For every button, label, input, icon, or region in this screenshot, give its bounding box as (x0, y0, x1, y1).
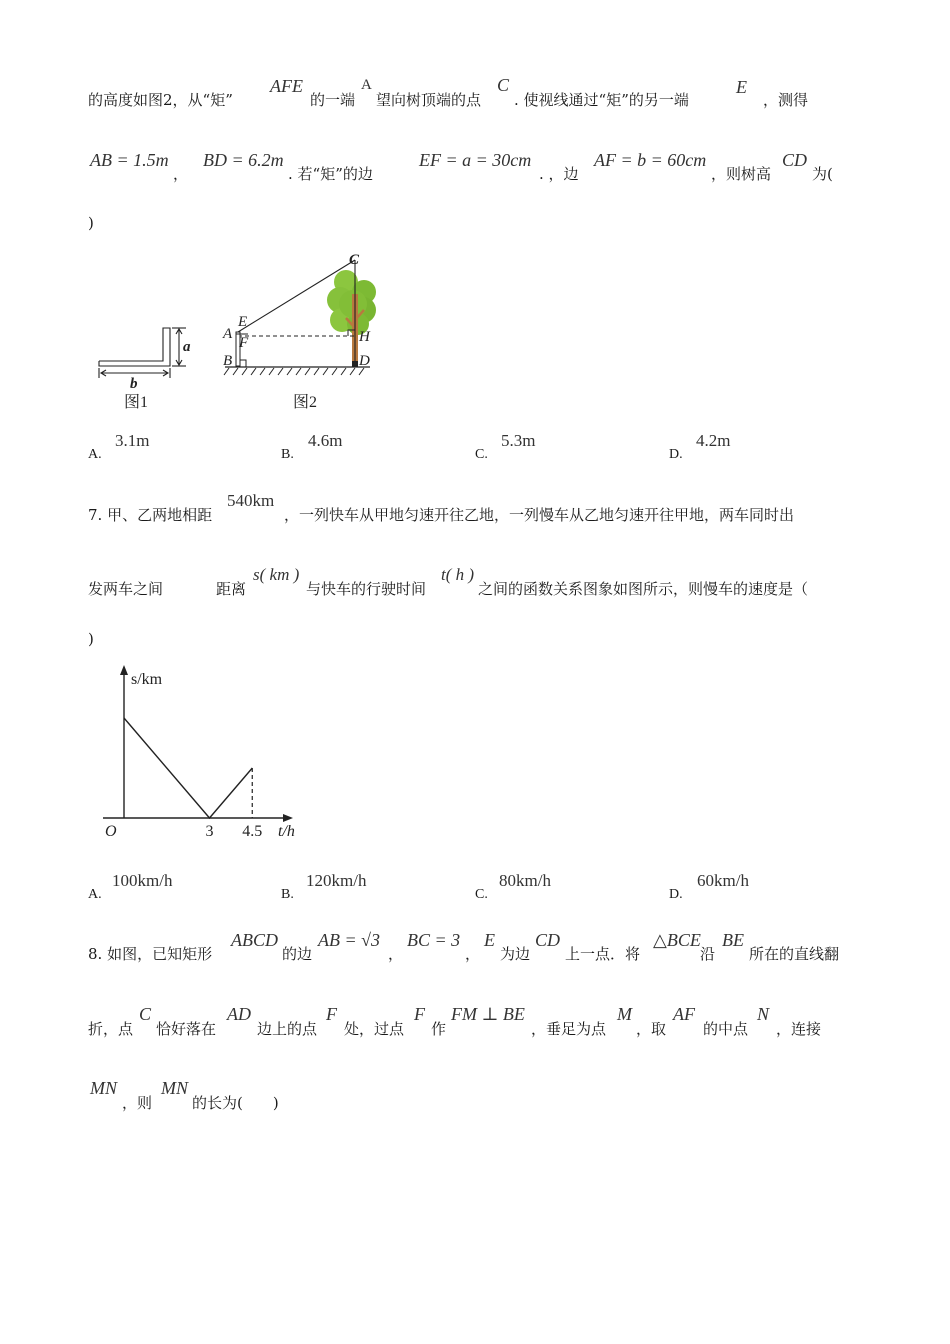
q6-line3-paren: ) (88, 214, 94, 232)
q7-line2-text3: 与快车的行驶时间 (306, 580, 427, 598)
q8-line1-text5: 为边 (500, 945, 531, 963)
fig2-caption: 图2 (293, 394, 318, 411)
q6-figure2 (218, 248, 383, 418)
q6-option-a-letter[interactable]: A. (88, 447, 102, 462)
q8-math-fm: FM ⊥ BE (451, 1004, 525, 1024)
q6-option-d-value: 4.2m (696, 431, 731, 450)
q7-line2-text4: 之间的函数关系图象如图所示，则慢车的速度是（ (478, 580, 809, 598)
q6-line1-text2: 的一端 (310, 91, 356, 109)
q8-math-mn: MN (90, 1078, 117, 1098)
q6-math-afe: AFE (270, 76, 303, 96)
q8-math-abcd: ABCD (231, 930, 278, 950)
q8-math-c: C (139, 1004, 152, 1024)
fig2-label-E: E (238, 314, 248, 330)
q7-option-c-letter[interactable]: C. (475, 887, 488, 902)
chart-y-axis-arrow (120, 665, 128, 675)
q7-line2-text1: 发两车之间 (88, 580, 164, 598)
q8-line2-text8: 的中点 (703, 1020, 749, 1038)
q6-math-ab: AB = 1.5m (90, 150, 169, 170)
q8-line1-text8: 所在的直线翻 (749, 945, 840, 963)
q8-math-m: M (617, 1004, 632, 1024)
q7-math-s: s( km ) (253, 565, 300, 584)
q8-line2-text4: 处，过点 (344, 1020, 405, 1038)
q6-line2-text5: 为( (812, 165, 833, 183)
q8-math-mn2: MN (161, 1078, 188, 1098)
q8-math-n: N (757, 1004, 770, 1024)
chart-origin-label: O (105, 823, 117, 840)
q6-line2-text2: . 若“矩”的边 (288, 165, 373, 183)
q8-math-be: BE (722, 930, 744, 950)
q6-figure1 (90, 320, 200, 415)
q8-line1-text6: 上一点．将 (565, 945, 641, 963)
q8-line2-text2: 恰好落在 (156, 1020, 217, 1038)
q8-line2-text9: ，连接 (776, 1020, 822, 1038)
q8-line1-text4: ， (465, 945, 481, 963)
q8-line2-text5: 作 (431, 1020, 447, 1038)
q7-option-c-value: 80km/h (499, 871, 551, 890)
q6-line1-text4: . 使视线通过“矩”的另一端 (514, 91, 689, 109)
fig2-label-F: F (239, 335, 249, 351)
q8-math-ab: AB = √3 (318, 930, 381, 950)
q7-option-a-letter[interactable]: A. (88, 887, 102, 902)
q6-option-c-letter[interactable]: C. (475, 447, 488, 462)
q8-line2-text6: ，垂足为点 (531, 1020, 607, 1038)
q6-option-b-letter[interactable]: B. (281, 447, 294, 462)
q6-math-ef: EF = a = 30cm (419, 150, 532, 170)
q6-line1-text5: ，测得 (763, 91, 809, 109)
q8-math-f: F (326, 1004, 337, 1024)
q6-line2-text4: ，则树高 (711, 165, 772, 183)
chart-x-axis-arrow (283, 814, 293, 822)
q8-line1-text3: ， (388, 945, 404, 963)
q8-line1-text2: 的边 (282, 945, 313, 963)
q7-line1-text2: ，一列快车从甲地匀速开往乙地，一列慢车从乙地匀速开往甲地，两车同时出 (284, 506, 795, 524)
q6-option-a-value: 3.1m (115, 431, 150, 450)
q8-math-e: E (484, 930, 495, 950)
fig1-label-a: a (183, 339, 191, 355)
chart-series-line (124, 718, 252, 818)
fig2-label-A: A (223, 326, 233, 342)
q7-chart (95, 660, 315, 845)
q6-math-af: AF = b = 60cm (594, 150, 707, 170)
fig1-caption: 图1 (124, 394, 149, 411)
q7-option-a-value: 100km/h (112, 871, 173, 890)
q7-line3-paren: ) (88, 630, 94, 648)
chart-x-tick-4-5: 4.5 (242, 823, 263, 840)
chart-y-label: s/km (131, 671, 163, 688)
ground-hatching (224, 368, 364, 375)
q6-option-d-letter[interactable]: D. (669, 447, 683, 462)
q8-line2-text1: 折，点 (88, 1020, 134, 1038)
q7-math-t: t( h ) (441, 565, 475, 584)
fig1-label-b: b (130, 376, 138, 392)
q7-math-dist: 540km (227, 491, 275, 510)
q8-line3-text1: ，则 (122, 1094, 153, 1112)
fig2-label-B: B (223, 353, 233, 369)
q8-math-ad: AD (227, 1004, 251, 1024)
q6-math-bd: BD = 6.2m (203, 150, 284, 170)
q8-math-bce: △BCE (653, 930, 701, 950)
chart-x-label: t/h (278, 823, 295, 840)
q8-line2-text3: 边上的点 (257, 1020, 318, 1038)
q7-line2-text2: 距离 (216, 580, 247, 598)
fig2-label-D: D (359, 353, 370, 369)
q7-option-b-letter[interactable]: B. (281, 887, 294, 902)
q8-math-cd: CD (535, 930, 561, 950)
q8-math-af: AF (673, 1004, 695, 1024)
q6-math-a: A (361, 77, 372, 93)
fig2-label-C: C (349, 252, 360, 268)
chart-x-tick-3: 3 (205, 823, 214, 840)
q6-line1-text3: 望向树顶端的点 (376, 91, 482, 109)
q7-option-d-value: 60km/h (697, 871, 749, 890)
q8-line1-text7: 沿 (700, 945, 716, 963)
q6-math-c: C (497, 75, 510, 95)
q8-math-bc: BC = 3 (407, 930, 461, 950)
q6-option-c-value: 5.3m (501, 431, 536, 450)
q7-line1-text1: 7. 甲、乙两地相距 (88, 506, 213, 524)
q7-option-b-value: 120km/h (306, 871, 367, 890)
fig2-label-H: H (359, 329, 370, 345)
q8-line3-text2: 的长为( ) (192, 1094, 279, 1112)
q8-math-f2: F (414, 1004, 425, 1024)
q7-option-d-letter[interactable]: D. (669, 887, 683, 902)
q6-option-b-value: 4.6m (308, 431, 343, 450)
q8-line1-text1: 8. 如图，已知矩形 (88, 945, 213, 963)
q8-line2-text7: ，取 (636, 1020, 667, 1038)
q6-math-cd: CD (782, 150, 808, 170)
q6-line2-text1: ， (173, 165, 189, 183)
q6-line1-text1: 的高度如图2，从“矩” (88, 91, 233, 109)
q6-line2-text3: . ，边 (539, 165, 579, 183)
q6-math-e: E (736, 77, 747, 97)
fig1-l-shape (99, 328, 170, 366)
